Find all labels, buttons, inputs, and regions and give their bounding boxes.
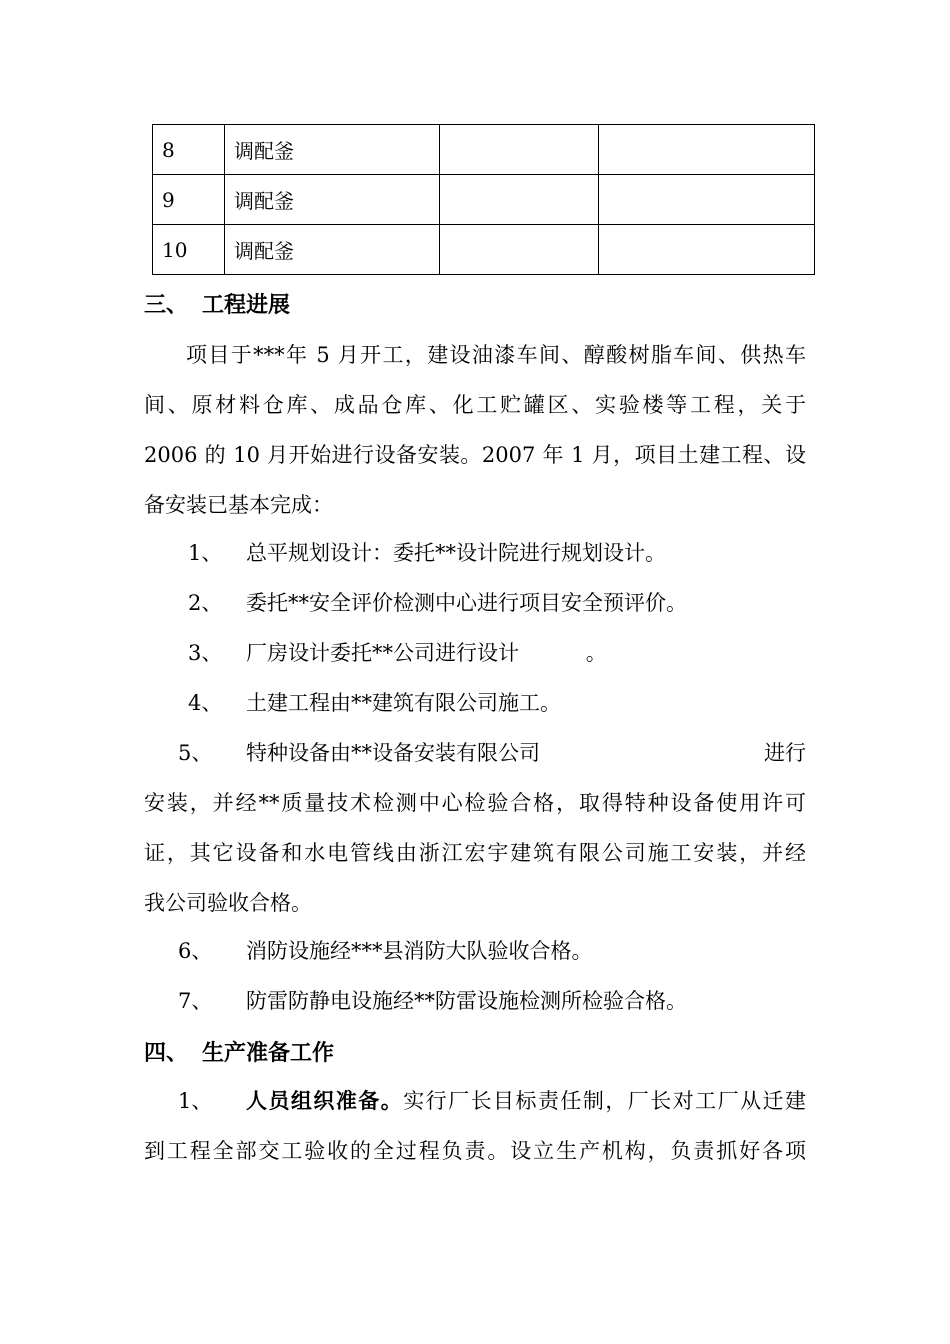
item-number: 3、 <box>188 641 223 665</box>
item-text-tail: 进行 <box>764 741 806 765</box>
table-cell <box>440 225 599 275</box>
paragraph-line: 证，其它设备和水电管线由浙江宏宇建筑有限公司施工安装，并经 <box>144 841 806 865</box>
row-number: 8 <box>153 125 225 175</box>
table-cell <box>440 175 599 225</box>
item-bold-label: 人员组织准备。 <box>246 1088 404 1113</box>
paragraph-line: 2006 的 10 月开始进行设备安装。2007 年 1 月，项目土建工程、设 <box>144 443 806 467</box>
row-number: 9 <box>153 175 225 225</box>
paragraph-line: 备安装已基本完成： <box>144 493 333 517</box>
section-title: 生产准备工作 <box>202 1041 335 1066</box>
item-text: 防雷防静电设施经**防雷设施检测所检验合格。 <box>246 989 687 1013</box>
item-number: 1、 <box>188 541 223 565</box>
table-row <box>153 225 815 275</box>
paragraph-line: 到工程全部交工验收的全过程负责。设立生产机构，负责抓好各项 <box>144 1139 806 1163</box>
section-heading <box>144 1036 334 1067</box>
row-number: 10 <box>153 225 225 275</box>
table-cell <box>440 125 599 175</box>
list-item <box>178 738 806 768</box>
item-text: 厂房设计委托**公司进行设计 。 <box>246 641 607 665</box>
item-text: 委托**安全评价检测中心进行项目安全预评价。 <box>246 591 687 615</box>
paragraph-line: 我公司验收合格。 <box>144 891 312 915</box>
item-text <box>246 1086 806 1116</box>
list-item <box>178 1086 806 1116</box>
table-cell <box>599 125 815 175</box>
item-text: 土建工程由**建筑有限公司施工。 <box>246 691 561 715</box>
section-title: 工程进展 <box>202 293 291 318</box>
item-number: 1、 <box>178 1089 213 1113</box>
item-text: 特种设备由**设备安装有限公司 <box>246 741 540 765</box>
item-text: 消防设施经***县消防大队验收合格。 <box>246 939 593 963</box>
equipment-name: 调配釜 <box>225 175 440 225</box>
item-number: 2、 <box>188 591 223 615</box>
table-cell <box>599 225 815 275</box>
section-heading <box>144 288 290 319</box>
equipment-table <box>152 124 815 275</box>
item-rest-text: 实行厂长目标责任制，厂长对工厂从迁建 <box>403 1089 807 1113</box>
item-number: 6、 <box>178 939 213 963</box>
section-number: 四、 <box>144 1041 189 1066</box>
equipment-name: 调配釜 <box>225 125 440 175</box>
item-text: 总平规划设计：委托**设计院进行规划设计。 <box>246 541 666 565</box>
table-row <box>153 175 815 225</box>
item-number: 5、 <box>178 741 213 765</box>
paragraph-line: 间、原材料仓库、成品仓库、化工贮罐区、实验楼等工程，关于 <box>144 393 806 417</box>
equipment-name: 调配釜 <box>225 225 440 275</box>
item-number: 4、 <box>188 691 223 715</box>
paragraph-line: 安装，并经**质量技术检测中心检验合格，取得特种设备使用许可 <box>144 791 806 815</box>
paragraph-line: 项目于***年 5 月开工，建设油漆车间、醇酸树脂车间、供热车 <box>186 343 806 367</box>
table-cell <box>599 175 815 225</box>
table-row <box>153 125 815 175</box>
item-number: 7、 <box>178 989 213 1013</box>
section-number: 三、 <box>144 293 189 318</box>
